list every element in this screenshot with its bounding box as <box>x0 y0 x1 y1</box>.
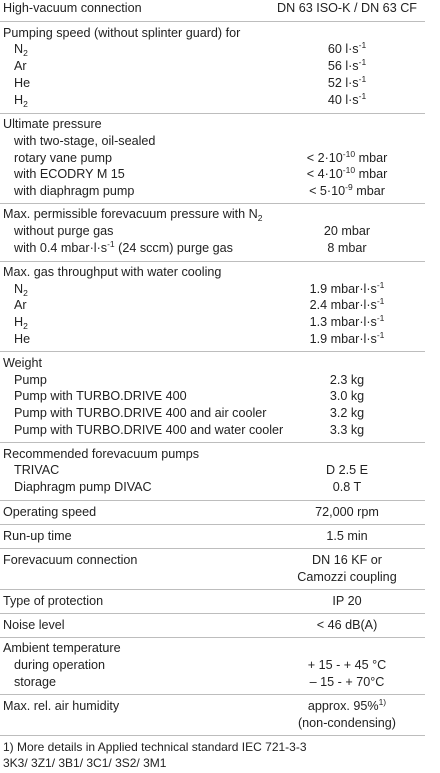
spec-value <box>274 313 420 329</box>
divider <box>0 589 425 590</box>
spec-row-gas-throughput-heading <box>0 266 440 283</box>
value-text: 1.9 mbar·l·s <box>309 332 377 346</box>
superscript: -1 <box>376 280 385 290</box>
superscript: -10 <box>342 149 356 159</box>
spec-row-gas-throughput-ar <box>0 296 440 316</box>
spec-value: 0.8 T <box>332 480 362 494</box>
spec-value <box>274 74 420 90</box>
spec-value: 1.5 min <box>326 529 368 543</box>
subscript: 2 <box>23 321 28 331</box>
divider <box>0 735 425 736</box>
divider <box>0 613 425 614</box>
spec-label: Pump with TURBO.DRIVE 400 and water cooler <box>14 423 284 437</box>
spec-value: DN 63 ISO-K / DN 63 CF <box>277 1 417 15</box>
spec-label: Operating speed <box>3 505 97 519</box>
spec-row-type-of-protection <box>0 595 440 612</box>
spec-value: – 15 - + 70°C <box>309 675 385 689</box>
spec-label <box>3 208 263 221</box>
spec-label: He <box>14 332 31 346</box>
value-text: 1.3 mbar·l·s <box>309 315 377 329</box>
spec-row-run-up-time <box>0 530 440 547</box>
spec-value <box>274 296 420 312</box>
spec-value: D 2.5 E <box>326 463 368 477</box>
gas-symbol: H <box>14 315 24 329</box>
spec-label: Max. gas throughput with water cooling <box>3 265 222 279</box>
superscript: -10 <box>342 165 356 175</box>
spec-label: Max. rel. air humidity <box>3 699 120 713</box>
spec-label: Ar <box>14 59 27 73</box>
spec-label: Pumping speed (without splinter guard) for <box>3 26 241 40</box>
spec-row-ambient-temperature-heading <box>0 642 440 659</box>
footnote-line-2: 3K3/ 3Z1/ 3B1/ 3C1/ 3S2/ 3M1 <box>3 756 167 770</box>
spec-label: He <box>14 76 31 90</box>
spec-row-air-humidity-cont <box>0 717 440 734</box>
spec-value: 3.3 kg <box>329 423 365 437</box>
superscript: -9 <box>345 182 353 192</box>
subscript: 2 <box>23 99 28 109</box>
superscript: -1 <box>376 330 385 340</box>
value-text: < 5·10 <box>309 184 346 198</box>
spec-label: rotary vane pump <box>14 151 113 165</box>
spec-row-recommended-divac <box>0 481 440 498</box>
spec-row-pumping-speed-heading <box>0 27 440 44</box>
spec-row-ultimate-pressure-ecodry <box>0 165 440 185</box>
spec-value: 2.3 kg <box>329 373 365 387</box>
spec-row-high-vacuum-connection <box>0 2 440 19</box>
spec-row-ultimate-pressure-diaphragm <box>0 182 440 202</box>
spec-label: Weight <box>3 356 42 370</box>
footnote-line-1: 1) More details in Applied technical standard IEC 721-3-3 <box>3 740 307 754</box>
spec-label: Type of protection <box>3 594 104 608</box>
spec-label: Ultimate pressure <box>3 117 102 131</box>
spec-value: IP 20 <box>332 594 362 608</box>
divider <box>0 442 425 443</box>
spec-label: Ambient temperature <box>3 641 121 655</box>
gas-symbol: N <box>14 42 24 56</box>
divider <box>0 261 425 262</box>
spec-label: storage <box>14 675 57 689</box>
divider <box>0 21 425 22</box>
spec-row-forevacuum-connection <box>0 554 440 571</box>
spec-value <box>274 40 420 56</box>
gas-symbol: N <box>14 282 24 296</box>
superscript: -1 <box>358 91 367 101</box>
spec-label: Pump <box>14 373 47 387</box>
spec-row-weight-heading <box>0 357 440 374</box>
value-text: 2.4 mbar·l·s <box>309 298 377 312</box>
spec-value: (non-condensing) <box>297 716 396 730</box>
spec-row-pumping-speed-h2 <box>0 91 440 111</box>
spec-value: Camozzi coupling <box>297 570 397 584</box>
spec-label: High-vacuum connection <box>3 1 142 15</box>
spec-row-ambient-storage <box>0 676 440 693</box>
divider <box>0 548 425 549</box>
spec-label: Run-up time <box>3 529 72 543</box>
divider <box>0 351 425 352</box>
spec-value <box>274 149 420 165</box>
spec-label <box>14 239 233 255</box>
superscript: -1 <box>358 74 367 84</box>
spec-row-forevacuum-with-purge <box>0 239 440 259</box>
spec-row-gas-throughput-h2 <box>0 313 440 333</box>
value-unit: mbar <box>355 151 388 165</box>
spec-value: 72,000 rpm <box>315 505 379 519</box>
spec-label: TRIVAC <box>14 463 60 477</box>
spec-value <box>274 57 420 73</box>
spec-label: Ar <box>14 298 27 312</box>
label-text-tail: (24 sccm) purge gas <box>114 241 233 255</box>
spec-label: Noise level <box>3 618 65 632</box>
divider <box>0 524 425 525</box>
value-text: < 4·10 <box>306 167 343 181</box>
spec-value <box>274 182 420 198</box>
value-unit: mbar <box>352 184 385 198</box>
spec-value: 3.0 kg <box>329 389 365 403</box>
spec-value <box>274 697 420 713</box>
value-text: 40 l·s <box>327 93 359 107</box>
superscript: -1 <box>358 57 367 67</box>
spec-value: DN 16 KF or <box>312 553 382 567</box>
spec-row-ultimate-pressure-two-stage <box>0 135 440 152</box>
divider <box>0 637 425 638</box>
value-unit: mbar <box>355 167 388 181</box>
spec-row-recommended-pumps-heading <box>0 448 440 465</box>
spec-row-ultimate-pressure-heading <box>0 118 440 135</box>
spec-label: with ECODRY M 15 <box>14 167 125 181</box>
spec-row-air-humidity <box>0 697 440 717</box>
spec-value <box>274 330 420 346</box>
spec-row-pumping-speed-n2 <box>0 40 440 60</box>
spec-label: Diaphragm pump DIVAC <box>14 480 152 494</box>
spec-label <box>14 283 28 296</box>
subscript: 2 <box>23 48 28 58</box>
gas-symbol: H <box>14 93 24 107</box>
spec-row-operating-speed <box>0 506 440 523</box>
value-text: 52 l·s <box>327 76 359 90</box>
spec-row-pumping-speed-he <box>0 74 440 94</box>
spec-value: 8 mbar <box>327 241 367 255</box>
spec-label: Pump with TURBO.DRIVE 400 <box>14 389 187 403</box>
spec-row-noise-level <box>0 619 440 636</box>
value-text: 60 l·s <box>327 42 359 56</box>
subscript: 2 <box>23 288 28 298</box>
spec-row-ambient-during-operation <box>0 659 440 676</box>
divider <box>0 203 425 204</box>
spec-label <box>14 43 28 56</box>
spec-row-forevacuum-pressure-heading <box>0 208 440 225</box>
spec-value: 3.2 kg <box>329 406 365 420</box>
spec-label <box>14 316 28 329</box>
spec-row-gas-throughput-he <box>0 330 440 350</box>
spec-label: with two-stage, oil-sealed <box>14 134 156 148</box>
spec-label: Pump with TURBO.DRIVE 400 and air cooler <box>14 406 267 420</box>
footnote-marker: 1) <box>378 697 387 707</box>
spec-label: Forevacuum connection <box>3 553 138 567</box>
superscript: -1 <box>107 239 115 249</box>
superscript: -1 <box>376 296 385 306</box>
subscript: 2 <box>257 213 263 223</box>
spec-row-weight-water-cooler <box>0 424 440 441</box>
superscript: -1 <box>376 313 385 323</box>
spec-row-forevacuum-without-purge <box>0 225 440 242</box>
superscript: -1 <box>358 40 367 50</box>
spec-value: < 46 dB(A) <box>316 618 378 632</box>
spec-row-pumping-speed-ar <box>0 57 440 77</box>
spec-row-weight-turbo-drive <box>0 390 440 407</box>
spec-row-forevacuum-connection-cont <box>0 571 440 588</box>
spec-label: without purge gas <box>14 224 114 238</box>
value-text: 56 l·s <box>327 59 359 73</box>
spec-value: 20 mbar <box>323 224 371 238</box>
spec-label: during operation <box>14 658 106 672</box>
divider <box>0 113 425 114</box>
heading-text: Max. permissible forevacuum pressure with N <box>3 207 258 221</box>
spec-label: Recommended forevacuum pumps <box>3 447 199 461</box>
spec-value <box>274 280 420 296</box>
label-text: with 0.4 mbar·l·s <box>14 241 108 255</box>
spec-label: with diaphragm pump <box>14 184 135 198</box>
spec-value <box>274 91 420 107</box>
spec-row-weight-air-cooler <box>0 407 440 424</box>
spec-value: + 15 - + 45 °C <box>307 658 387 672</box>
spec-value <box>274 165 420 181</box>
value-text: approx. 95% <box>307 699 379 713</box>
value-text: 1.9 mbar·l·s <box>309 282 377 296</box>
spec-label <box>14 94 28 107</box>
value-text: < 2·10 <box>306 151 343 165</box>
divider <box>0 694 425 695</box>
divider <box>0 500 425 501</box>
spec-row-recommended-trivac <box>0 464 440 481</box>
